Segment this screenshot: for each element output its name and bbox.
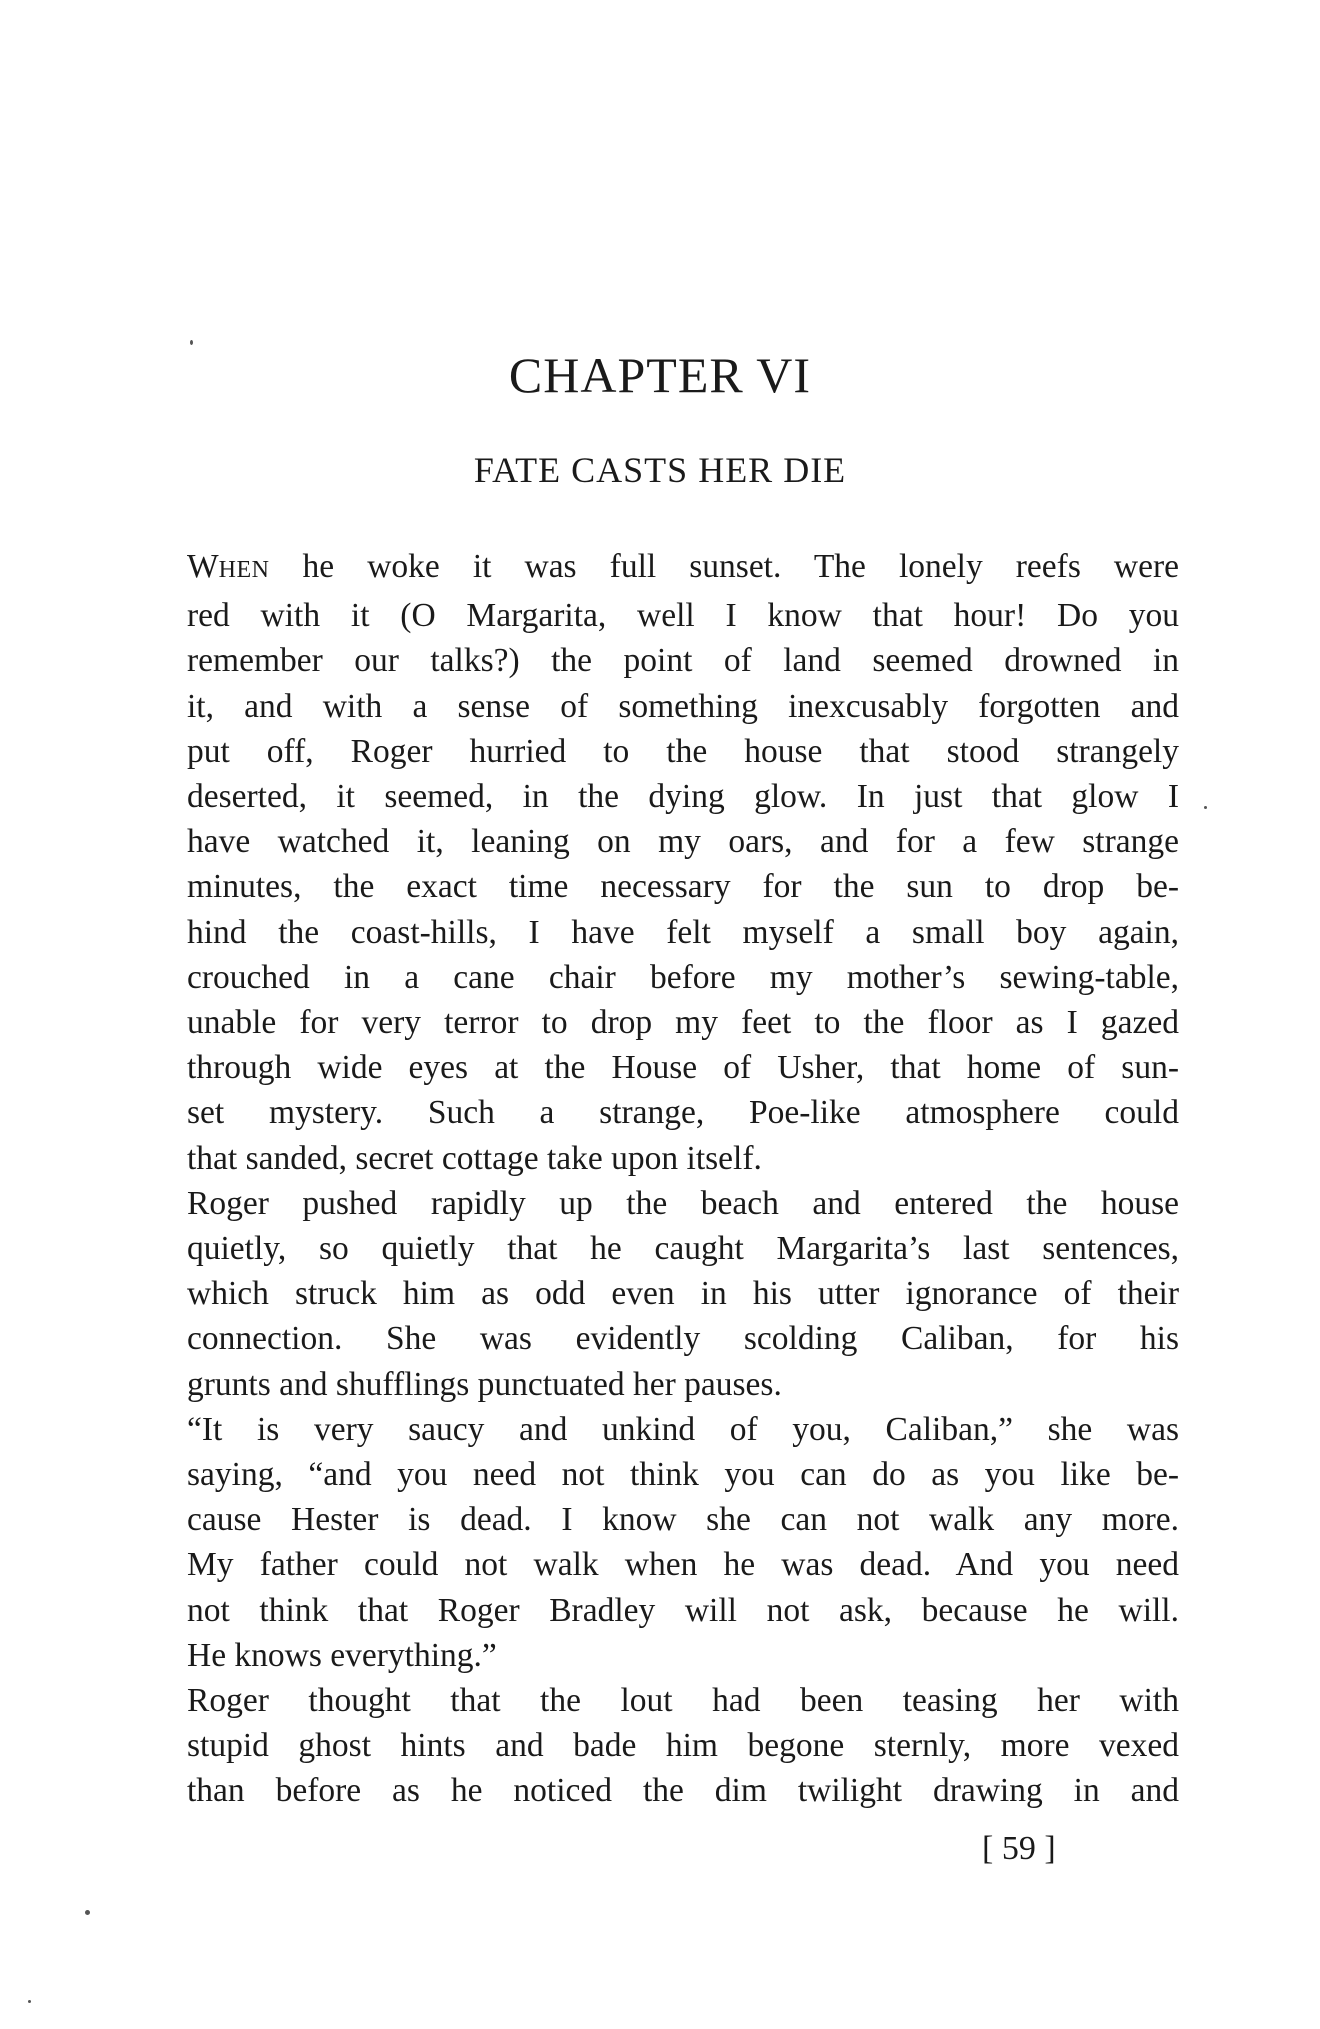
text-line: than before as he noticed the dim twilight drawing in and — [187, 1772, 1179, 1810]
text-line: WHEN he woke it was full sunset. The lonely reefs were — [187, 548, 1179, 585]
text-line: set mystery. Such a strange, Poe-like atmosphere could — [187, 1094, 1179, 1132]
text-line: that sanded, secret cottage take upon itself. — [187, 1139, 762, 1177]
text-line: He knows everything.” — [187, 1636, 497, 1674]
text-line: grunts and shufflings punctuated her pauses. — [187, 1365, 782, 1403]
text-line: Roger thought that the lout had been teasing her with — [187, 1682, 1179, 1720]
paragraph-4 — [187, 1678, 1179, 1814]
text-line: remember our talks?) the point of land seemed drowned in — [187, 642, 1179, 680]
text-line: quietly, so quietly that he caught Margarita’s last sentences, — [187, 1230, 1179, 1268]
text-line: have watched it, leaning on my oars, and for a few strange — [187, 823, 1179, 861]
paragraph-2 — [187, 1181, 1179, 1407]
scan-speck — [85, 1910, 90, 1915]
text-line: connection. She was evidently scolding Caliban, for his — [187, 1320, 1179, 1358]
drop-word-smallcaps: HEN — [218, 557, 270, 583]
text-line: stupid ghost hints and bade him begone sternly, more vexed — [187, 1727, 1179, 1765]
page-number: [ 59 ] — [982, 1830, 1056, 1867]
text-line: minutes, the exact time necessary for the sun to drop be- — [187, 868, 1179, 906]
text-line: it, and with a sense of something inexcusably forgotten and — [187, 687, 1179, 725]
paragraph-3 — [187, 1407, 1179, 1678]
text-line: crouched in a cane chair before my mother’s sewing-table, — [187, 958, 1179, 996]
text-line: not think that Roger Bradley will not ask, because he will. — [187, 1591, 1179, 1629]
text-line: cause Hester is dead. I know she can not walk any more. — [187, 1501, 1179, 1539]
text-line: saying, “and you need not think you can do as you like be- — [187, 1456, 1179, 1494]
text-line: Roger pushed rapidly up the beach and entered the house — [187, 1184, 1179, 1222]
chapter-subtitle: FATE CASTS HER DIE — [473, 450, 847, 490]
text-line: red with it (O Margarita, well I know that hour! Do you — [187, 597, 1179, 635]
chapter-title: CHAPTER VI — [508, 347, 812, 403]
scan-speck — [1204, 806, 1207, 809]
text-line: My father could not walk when he was dead. And you need — [187, 1546, 1179, 1584]
scan-speck — [190, 340, 193, 345]
text-line: put off, Roger hurried to the house that stood strangely — [187, 732, 1179, 770]
body-text — [187, 544, 1179, 1814]
text-line: deserted, it seemed, in the dying glow. In just that glow I — [187, 778, 1179, 816]
text-line: unable for very terror to drop my feet to the floor as I gazed — [187, 1004, 1179, 1042]
text-line: through wide eyes at the House of Usher, that home of sun- — [187, 1049, 1179, 1087]
text-line: “It is very saucy and unkind of you, Caliban,” she was — [187, 1410, 1179, 1448]
text-line: which struck him as odd even in his utter ignorance of their — [187, 1275, 1179, 1313]
drop-word-initial: W — [187, 548, 219, 585]
paragraph-1 — [187, 544, 1179, 1181]
text-line: hind the coast-hills, I have felt myself a small boy again, — [187, 913, 1179, 951]
scan-speck — [28, 2000, 31, 2003]
